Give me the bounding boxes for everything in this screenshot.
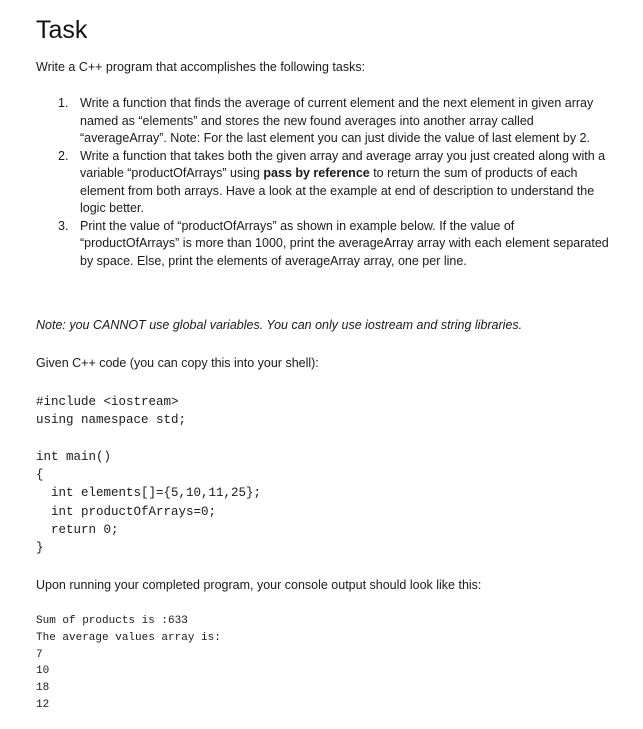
code-line: } — [36, 541, 44, 556]
page-title: Task — [36, 16, 88, 44]
code-line — [36, 430, 261, 448]
code-line: { — [36, 468, 44, 483]
output-line: Sum of products is :633 — [36, 615, 188, 627]
task-text-bold: pass by reference — [263, 166, 370, 180]
task-list — [36, 95, 614, 270]
note-text: Note: you CANNOT use global variables. You can only use iostream and string libraries. — [36, 318, 523, 332]
output-line: 7 — [36, 648, 43, 661]
code-line: #include <iostream> — [36, 395, 179, 409]
task-item-2 — [36, 148, 614, 218]
console-output — [36, 613, 221, 714]
given-code-label: Given C++ code (you can copy this into your shell): — [36, 356, 319, 370]
code-line: using namespace std; — [36, 413, 187, 428]
task-text: to return the sum of products of each element from both arrays. Have a look at the example at end of description to understand the logic better. — [80, 166, 595, 215]
task-text: Print the value of “productOfArrays” as shown in example below. If the value of “productOfArrays” is more than 1000, print the averageArray array with each element separated by space. Else, print the elements of averageArray array, one per line. — [80, 218, 609, 268]
code-line: int main() — [36, 449, 112, 464]
task-item-1 — [36, 95, 614, 148]
output-line: The average values array is: — [36, 631, 221, 644]
intro-text: Write a C++ program that accomplishes the following tasks: — [36, 60, 366, 74]
code-line: int productOfArrays=0; — [36, 504, 217, 519]
task-text: Write a function that finds the average of current element and the next element in given array named as “elements” and stores the new found averages into another array called “averageArray”. Note: For the last element you can just divide the value of last element by 2. — [80, 96, 594, 145]
output-line: 12 — [36, 698, 50, 711]
task-item-3 — [36, 218, 614, 271]
code-line: int elements[]={5,10,11,25}; — [36, 486, 262, 501]
task-text: Write a function that takes both the given array and average array you just created along with a variable “productOfArrays” using — [80, 148, 606, 180]
task-number: 3. — [58, 218, 69, 233]
task-number: 2. — [58, 148, 69, 163]
task-number: 1. — [58, 96, 69, 110]
code-block — [36, 393, 261, 558]
code-line: return 0; — [36, 523, 119, 538]
output-line: 18 — [36, 682, 50, 695]
output-line: 10 — [36, 665, 50, 678]
output-intro-text: Upon running your completed program, your console output should look like this: — [36, 578, 482, 592]
